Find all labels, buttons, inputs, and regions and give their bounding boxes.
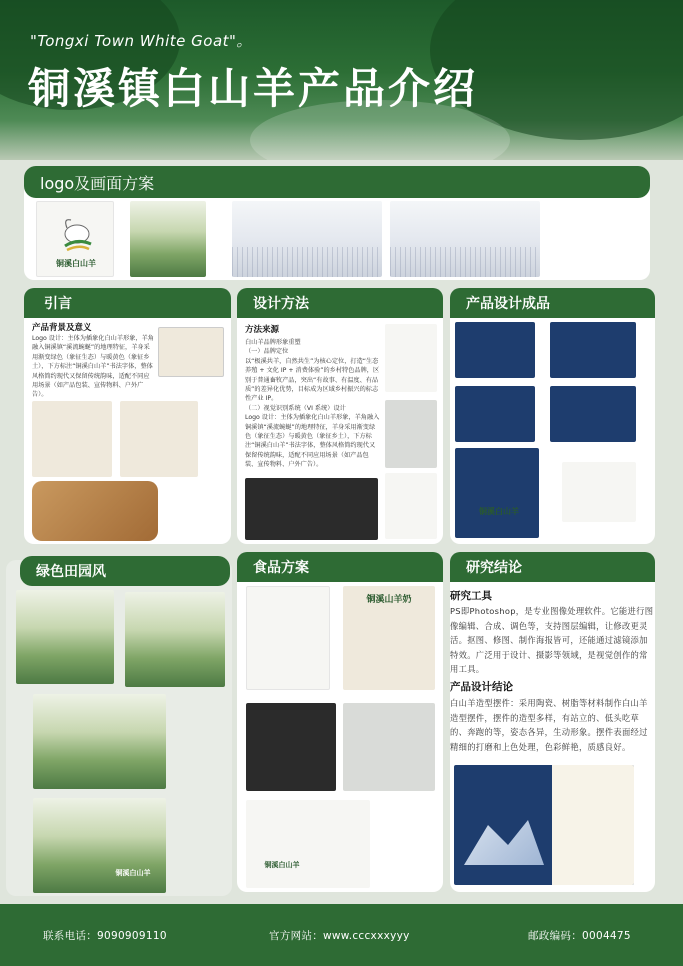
- logo-text: 铜溪白山羊: [56, 258, 96, 268]
- drawstring-bag-image: [455, 448, 539, 538]
- milk-box-image: [343, 586, 435, 690]
- food-title: 食品方案: [253, 560, 309, 576]
- food-bag-brand-text: 铜溪白山羊: [264, 861, 300, 869]
- header-banner: [0, 0, 683, 160]
- goat-figurine-image-3: [385, 473, 437, 539]
- design-body: 白山羊品牌形象重塑 （一）品牌定位 以“极溪共羊，自然共生”为核心定位，打造“生态养殖 + 文化 IP + 消费体验”的乡村特色品牌，区别于普通畜牧产品，突出“有故事、有温度、有品质”的差异化优势，目标成为区域乡村振兴的标志性产业 IP。 （二）视觉识别系统（VI 系统）设计 Logo 设计：主体为插象化白山羊形象，羊角融入铜溪镇“溪流蜿蜒”的地理特征，羊身采用渐变绿色（象征生态）与暖黄色（象征乡土），下方标注“铜溪白山羊”书法字体，整体风格简约现代又保留传统韵味，适配不同应用场景（如产品包装、宣传物料、户外广告）。: [245, 339, 380, 469]
- footer-website[interactable]: 官方网站：www.cccxxxyyy: [269, 930, 410, 942]
- milk-brand-text: 铜溪山羊奶: [366, 595, 412, 605]
- mountain-illustration: [464, 815, 544, 865]
- goat-sketch-image: [32, 401, 112, 477]
- fountain-pen-image: [245, 478, 378, 540]
- intro-title: 引言: [44, 296, 72, 312]
- food-heading: [237, 552, 443, 582]
- totebag-brand-text: 铜溪白山羊: [115, 869, 151, 877]
- food-bags-image: [246, 800, 370, 888]
- tote-bags-image: [455, 322, 535, 378]
- desk-calendar-image: [550, 386, 636, 442]
- research-heading: [450, 552, 655, 582]
- mug-image: [550, 322, 636, 378]
- milk-carton-image: [246, 586, 330, 690]
- notebook-page: [552, 765, 634, 885]
- products-title: 产品设计成品: [466, 296, 550, 312]
- footer-postcode: 邮政编码：0004475: [528, 930, 631, 942]
- green-pillow-image: [125, 592, 225, 687]
- tools-title: 研究工具: [450, 590, 492, 602]
- green-title: 绿色田园风: [36, 564, 106, 580]
- design-title: 设计方法: [253, 296, 309, 312]
- intro-subheading: 产品背景及意义: [32, 323, 92, 333]
- products-heading: [450, 288, 655, 318]
- snack-pouch-image: [246, 703, 336, 791]
- header-subtitle: "Tongxi Town White Goat"。: [30, 32, 252, 50]
- logo-image: [36, 201, 114, 277]
- footer: [0, 904, 683, 966]
- logo-section-title: logo及画面方案: [40, 173, 155, 193]
- farm-sketch-illustration-2: [390, 201, 540, 277]
- intro-body: Logo 设计：主体为插象化白山羊形象，羊角融入铜溪镇“溪流蜿蜒”的地理特征，羊身采用渐变绿色（象征生态）与暖黄色（象征乡土），下方标注“铜溪白山羊”书法字体，整体风格简约现代又保留传统韵味，适配不同应用场景（如产品包装、宣传物料、户外广告）。: [32, 335, 154, 399]
- green-totebag-image: [33, 798, 166, 893]
- conclusion-body: 白山羊造型摆件：采用陶瓷、树脂等材料制作白山羊造型摆件，摆件的造型多样，有站立的、低头吃草的、奔跑的等，姿态各异，生动形象。摆件表面经过精细的打磨和上色处理，色彩鲜艳，质感良好。: [450, 698, 648, 752]
- goat-figurine-image: [385, 324, 437, 392]
- farm-sketch-illustration: [232, 201, 382, 277]
- goat-sketch-image-2: [120, 401, 198, 477]
- logo-section-heading: [24, 166, 650, 198]
- business-cards-image: [562, 462, 636, 522]
- page-title: 铜溪镇白山羊产品介绍: [28, 64, 479, 113]
- landscape-illustration: [130, 201, 206, 277]
- research-title: 研究结论: [466, 560, 522, 576]
- conclusion-title: 产品设计结论: [450, 681, 513, 693]
- footer-phone: 联系电话：9090909110: [43, 930, 167, 942]
- intro-book-image: [158, 327, 224, 377]
- intro-heading: [24, 288, 231, 318]
- tools-body: PS即Photoshop，是专业图像处理软件。它能进行图像编辑、合成、调色等，支持图层编辑，让修改更灵活。抠图、修图、制作海报皆可，还能通过滤镜添加特效。广泛用于设计、摄影等领域，是视觉创作的常用工具。: [450, 606, 654, 675]
- green-book-image: [16, 590, 114, 684]
- design-heading: [237, 288, 443, 318]
- goat-figurine-image-2: [385, 400, 437, 468]
- design-subheading: 方法来源: [245, 325, 280, 335]
- green-heading: [20, 556, 230, 586]
- notebook-image: [454, 765, 634, 885]
- green-cup-image: [33, 694, 166, 789]
- bag-brand-text: 铜溪白山羊: [479, 507, 519, 516]
- wooden-keychain-image: [32, 481, 158, 541]
- gift-box-image: [343, 703, 435, 791]
- paper-bag-image: [455, 386, 535, 442]
